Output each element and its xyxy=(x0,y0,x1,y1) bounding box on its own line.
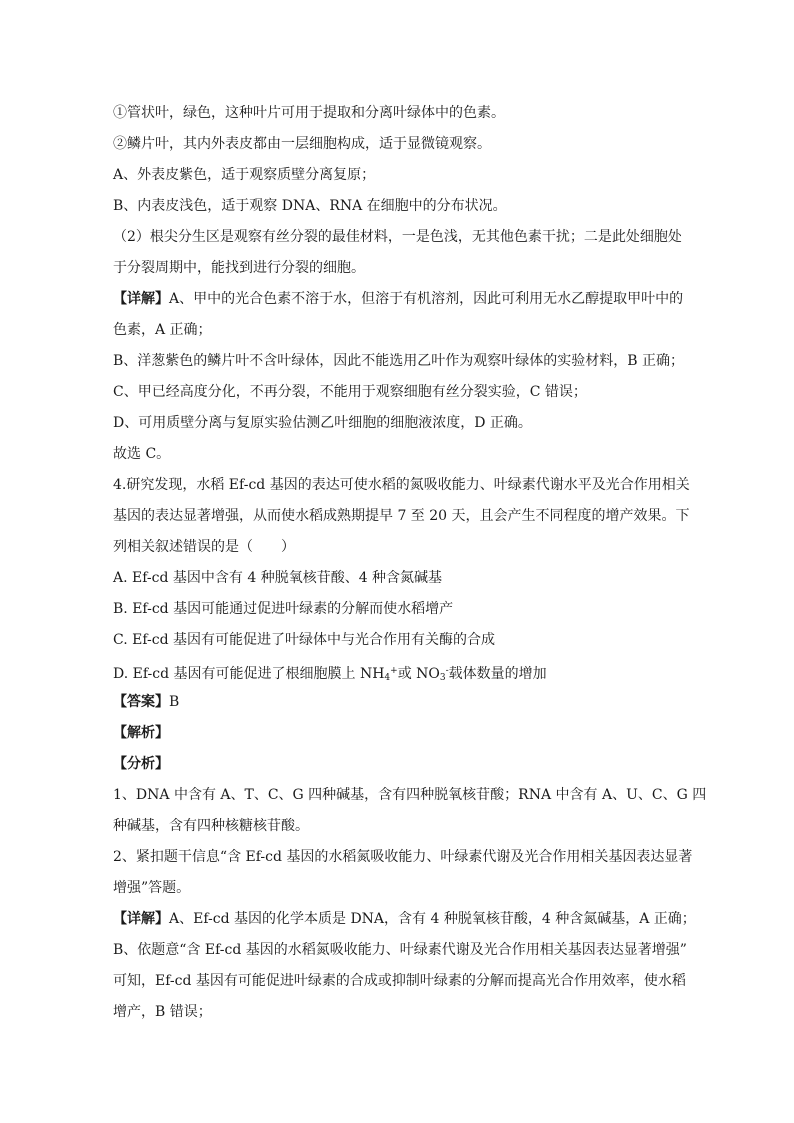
option-b: B. Ef-cd 基因可能通过促进叶绿素的分解而使水稻增产 xyxy=(113,601,454,617)
option-a: A. Ef-cd 基因中含有 4 种脱氧核苷酸、4 种含氮碱基 xyxy=(113,570,443,586)
superscript: - xyxy=(445,666,449,676)
text-line: ②鳞片叶，其内外表皮都由一层细胞构成，适于显微镜观察。 xyxy=(113,136,491,152)
section-label-answer: 【答案】 xyxy=(113,694,169,710)
section-label-detail: 【详解】 xyxy=(113,911,169,927)
question-stem: 列相关叙述错误的是（ ） xyxy=(113,539,295,555)
text-run: A、Ef-cd 基因的化学本质是 DNA，含有 4 种脱氧核苷酸，4 种含氮碱基，A 正确； xyxy=(169,911,696,927)
text-line: B、洋葱紫色的鳞片叶不含叶绿体，因此不能选用乙叶作为观察叶绿体的实验材料，B 正确； xyxy=(113,353,685,369)
option-d xyxy=(113,661,547,688)
question-stem: 基因的表达显著增强，从而使水稻成熟期提早 7 至 20 天，且会产生不同程度的增产效果。下 xyxy=(113,508,690,524)
option-c: C. Ef-cd 基因有可能促进了叶绿体中与光合作用有关酶的合成 xyxy=(113,632,495,648)
section-label-breakdown: 【分析】 xyxy=(113,756,169,772)
superscript: + xyxy=(390,666,398,676)
text-line: B、依题意“含 Ef-cd 基因的水稻氮吸收能力、叶绿素代谢及光合作用相关基因表达显著增强” xyxy=(113,942,687,958)
text-line xyxy=(113,909,696,929)
text-line: 色素，A 正确； xyxy=(113,322,212,338)
text-line: 于分裂周期中，能找到进行分裂的细胞。 xyxy=(113,260,365,276)
text-line: D、可用质壁分离与复原实验估测乙叶细胞的细胞液浓度，D 正确。 xyxy=(113,415,532,431)
text-line: B、内表皮浅色，适于观察 DNA、RNA 在细胞中的分布状况。 xyxy=(113,198,507,214)
text-run: A、甲中的光合色素不溶于水，但溶于有机溶剂，因此可利用无水乙醇提取甲叶中的 xyxy=(169,291,684,307)
text-line: 增强”答题。 xyxy=(113,880,191,896)
text-run: 或 NO xyxy=(397,666,440,682)
subscript: 4 xyxy=(384,673,391,683)
text-run: 载体数量的增加 xyxy=(448,666,547,682)
section-label-analysis: 【解析】 xyxy=(113,725,169,741)
text-line: 2、紧扣题干信息“含 Ef-cd 基因的水稻氮吸收能力、叶绿素代谢及光合作用相关基因表达显著 xyxy=(113,849,693,865)
text-line: 故选 C。 xyxy=(113,446,171,462)
text-line: A、外表皮紫色，适于观察质壁分离复原； xyxy=(113,167,376,183)
text-run: D. Ef-cd 基因有可能促进了根细胞膜上 NH xyxy=(113,666,385,682)
text-line: 种碱基，含有四种核糖核苷酸。 xyxy=(113,818,309,834)
text-line: ①管状叶，绿色，这种叶片可用于提取和分离叶绿体中的色素。 xyxy=(113,105,505,121)
text-line: 增产，B 错误； xyxy=(113,1004,212,1020)
subscript: 3 xyxy=(439,673,446,683)
text-line: C、甲已经高度分化，不再分裂，不能用于观察细胞有丝分裂实验，C 错误； xyxy=(113,384,587,400)
text-line: 1、DNA 中含有 A、T、C、G 四种碱基，含有四种脱氧核苷酸；RNA 中含有 A、U、C、G 四 xyxy=(113,787,707,803)
section-label-detail: 【详解】 xyxy=(113,291,169,307)
answer-line xyxy=(113,692,179,712)
text-line: （2）根尖分生区是观察有丝分裂的最佳材料，一是色浅，无其他色素干扰；二是此处细胞处 xyxy=(113,229,682,245)
answer-value: B xyxy=(169,694,180,710)
question-stem: 4.研究发现，水稻 Ef-cd 基因的表达可使水稻的氮吸收能力、叶绿素代谢水平及光合作用相关 xyxy=(113,477,690,493)
text-line xyxy=(113,289,683,309)
text-line: 可知，Ef-cd 基因有可能促进叶绿素的合成或抑制叶绿素的分解而提高光合作用效率，使水稻 xyxy=(113,973,686,989)
